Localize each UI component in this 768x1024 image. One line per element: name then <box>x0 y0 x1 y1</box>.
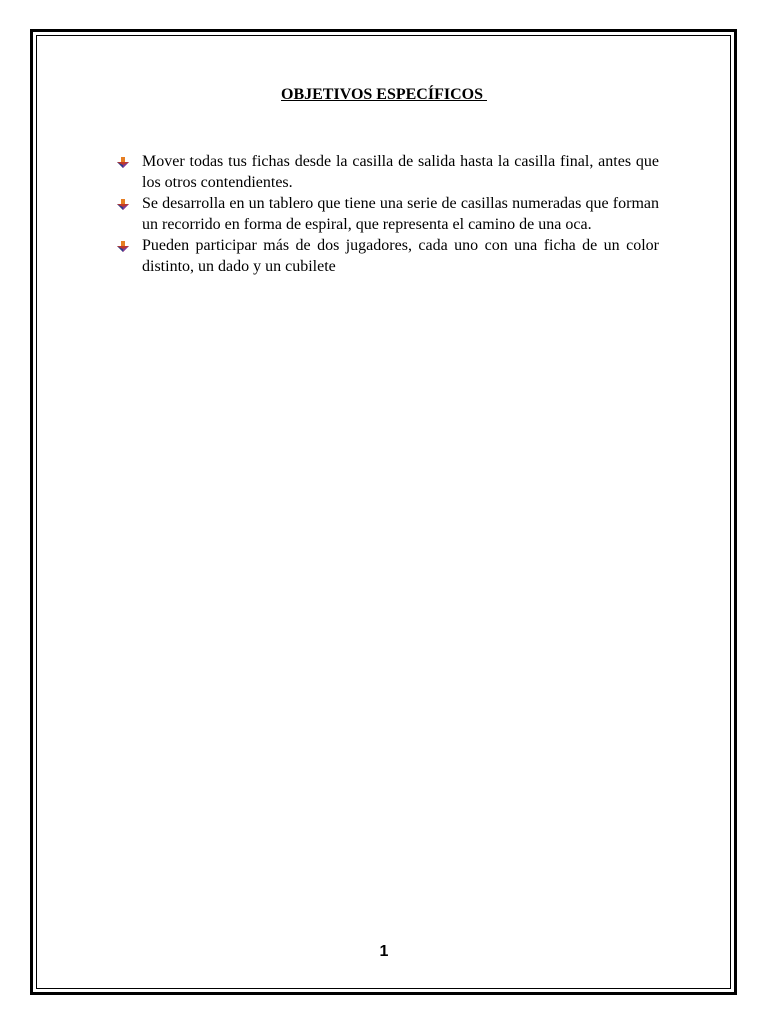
objective-text: Mover todas tus fichas desde la casilla de salida hasta la casilla final, antes que los otros contendientes. <box>142 153 659 191</box>
objective-text: Pueden participar más de dos jugadores, cada uno con una ficha de un color distinto, un dado y un cubilete <box>142 237 659 275</box>
arrow-down-bullet-icon <box>117 157 129 169</box>
list-item <box>117 193 659 235</box>
list-item <box>117 151 659 193</box>
objective-text: Se desarrolla en un tablero que tiene una serie de casillas numeradas que forman un recorrido en forma de espiral, que representa el camino de una oca. <box>142 195 659 233</box>
page-number: 1 <box>379 943 389 960</box>
list-item <box>117 235 659 277</box>
arrow-down-bullet-icon <box>117 199 129 211</box>
objectives-list <box>117 151 659 277</box>
arrow-down-bullet-icon <box>117 241 129 253</box>
page-title: OBJETIVOS ESPECÍFICOS <box>281 86 487 103</box>
